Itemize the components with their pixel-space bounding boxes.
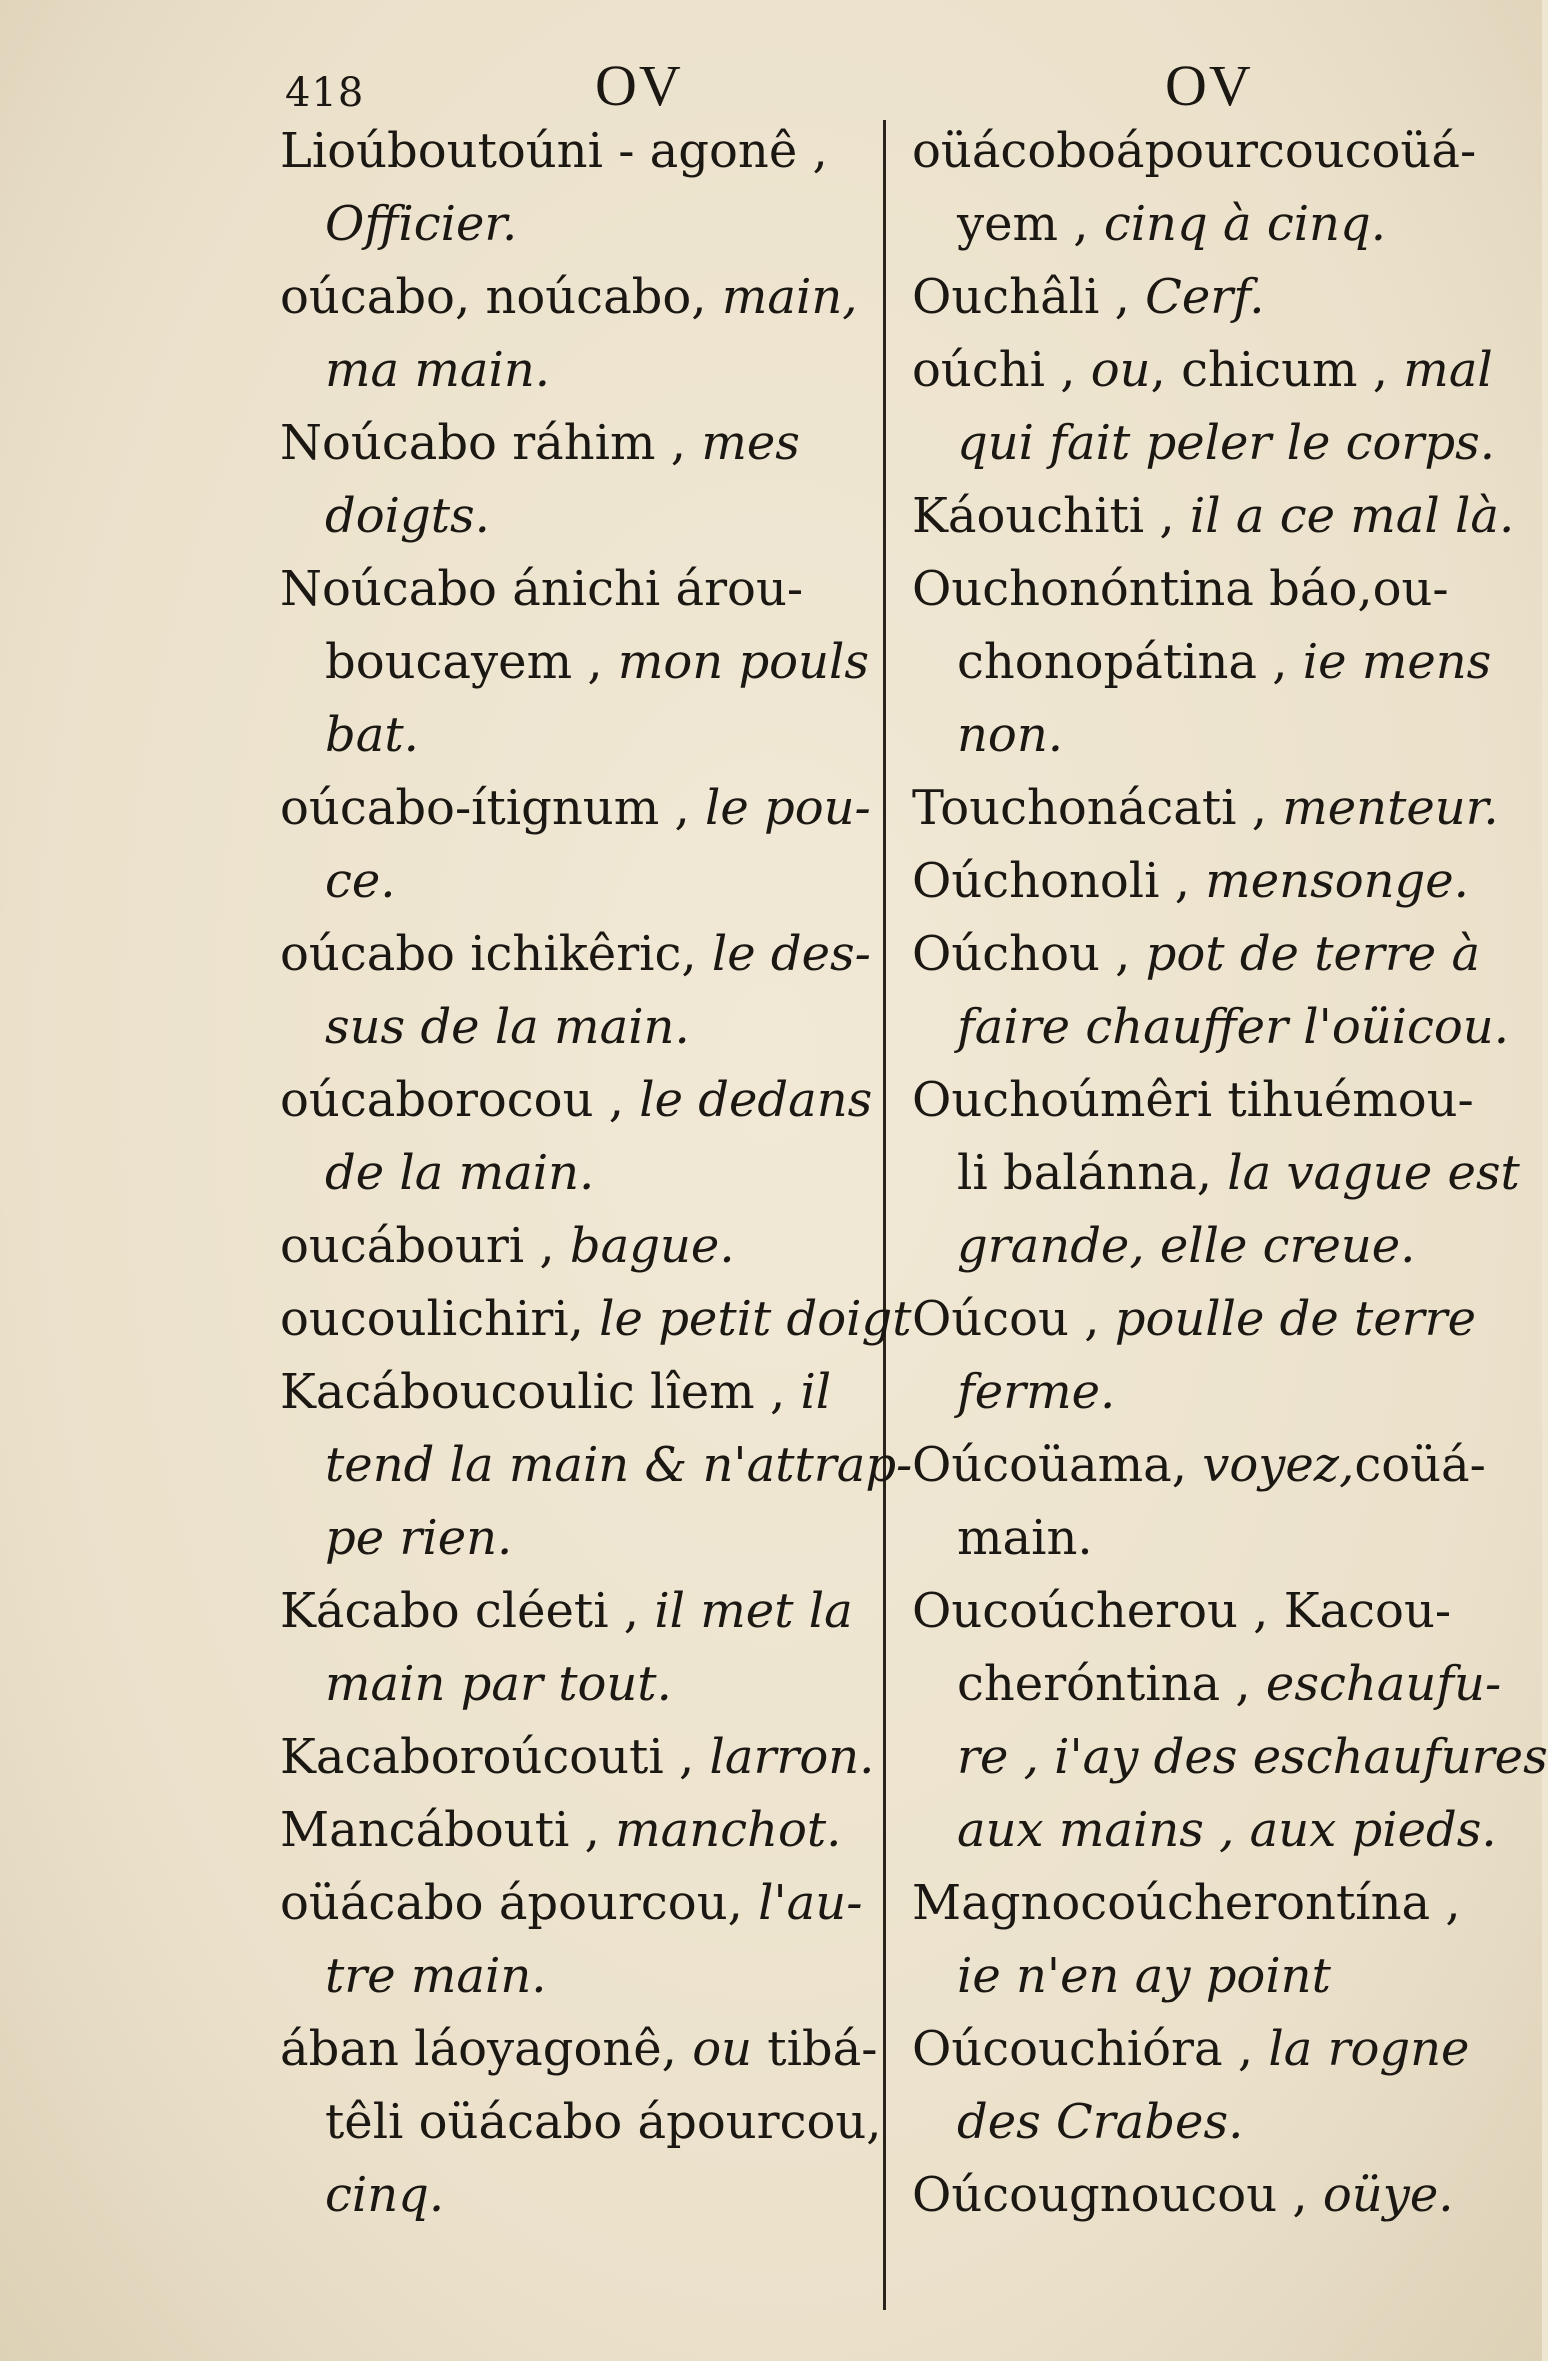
- dictionary-line: [280, 2086, 882, 2159]
- headword-text: main.: [957, 1510, 1093, 1566]
- left-column: [280, 115, 913, 2232]
- dictionary-line: [912, 480, 1515, 553]
- translation-text: mensonge.: [1205, 853, 1469, 909]
- headword-text: yem ,: [957, 196, 1104, 252]
- dictionary-line: [280, 845, 865, 918]
- headword-text: li balánna,: [957, 1145, 1228, 1201]
- dictionary-line: [912, 1137, 1520, 1210]
- dictionary-line: [912, 1575, 1487, 1648]
- headword-text: Touchonácati ,: [912, 780, 1283, 836]
- headword-text: oucoulichiri,: [280, 1291, 600, 1347]
- translation-text: Cerf.: [1145, 269, 1265, 325]
- headword-text: Kacaboroúcouti ,: [280, 1729, 710, 1785]
- dictionary-line: [280, 1210, 865, 1283]
- headword-text: Káouchiti ,: [912, 488, 1190, 544]
- dictionary-line: [912, 115, 1487, 188]
- dictionary-line: [912, 1429, 1487, 1502]
- translation-text: ou: [692, 2021, 753, 2077]
- dictionary-line: [280, 1429, 913, 1502]
- headword-text: tibá-: [752, 2021, 878, 2077]
- dictionary-line: [280, 1575, 865, 1648]
- headword-text: oúchi ,: [912, 342, 1091, 398]
- translation-text: la rogne: [1268, 2021, 1470, 2077]
- dictionary-line: [912, 2013, 1487, 2086]
- dictionary-line: [280, 1794, 865, 1867]
- dictionary-line: [280, 1137, 865, 1210]
- translation-text: doigts.: [325, 488, 490, 544]
- dictionary-line: [912, 2086, 1487, 2159]
- headword-text: Oúcougnoucou ,: [912, 2167, 1323, 2223]
- translation-text: ie n'en ay point: [957, 1948, 1331, 2004]
- headword-text: Noúcabo ráhim ,: [280, 415, 702, 471]
- dictionary-line: [280, 553, 865, 626]
- headword-text: coüá-: [1354, 1437, 1486, 1493]
- translation-text: grande, elle creue.: [957, 1218, 1416, 1274]
- translation-text: tend la main & n'attrap-: [325, 1437, 913, 1493]
- dictionary-line: [280, 1356, 865, 1429]
- translation-text: eschaufu-: [1265, 1656, 1502, 1712]
- headword-text: Oúcoüama,: [912, 1437, 1203, 1493]
- dictionary-line: [912, 1210, 1487, 1283]
- headword-text: Oúchonoli ,: [912, 853, 1206, 909]
- dictionary-line: [280, 188, 865, 261]
- headword-text: ában láoyagonê,: [280, 2021, 693, 2077]
- left-running-head: OV: [595, 53, 683, 118]
- translation-text: re , i'ay des eschaufures: [957, 1729, 1548, 1785]
- translation-text: mal: [1403, 342, 1493, 398]
- dictionary-line: [912, 1648, 1502, 1721]
- headword-text: oúcabo ichikêric,: [280, 926, 712, 982]
- headword-text: oúcabo-ítignum ,: [280, 780, 705, 836]
- column-divider: [883, 120, 886, 2310]
- translation-text: sus de la main.: [325, 999, 690, 1055]
- page-header: [0, 48, 1542, 118]
- translation-text: le petit doigt: [599, 1291, 912, 1347]
- dictionary-line: [280, 626, 869, 699]
- right-column: [912, 115, 1548, 2232]
- dictionary-line: [280, 1502, 865, 1575]
- headword-text: Ouchâli ,: [912, 269, 1146, 325]
- dictionary-line: [912, 188, 1487, 261]
- headword-text: oüácabo ápourcou,: [280, 1875, 759, 1931]
- headword-text: , chicum ,: [1150, 342, 1404, 398]
- dictionary-line: [912, 772, 1499, 845]
- dictionary-line: [280, 115, 865, 188]
- headword-text: Magnocoúcherontína ,: [912, 1875, 1461, 1931]
- translation-text: le pou-: [705, 780, 871, 836]
- headword-text: chonopátina ,: [957, 634, 1303, 690]
- dictionary-line: [912, 334, 1493, 407]
- dictionary-line: [912, 1794, 1497, 1867]
- translation-text: il a ce mal là.: [1189, 488, 1515, 544]
- translation-text: ma main.: [325, 342, 551, 398]
- dictionary-line: [912, 1502, 1487, 1575]
- translation-text: voyez,: [1202, 1437, 1355, 1493]
- translation-text: aux mains , aux pieds.: [957, 1802, 1497, 1858]
- translation-text: bat.: [325, 707, 419, 763]
- dictionary-line: [912, 845, 1487, 918]
- headword-text: Oúchou ,: [912, 926, 1146, 982]
- translation-text: le des-: [711, 926, 871, 982]
- translation-text: mes: [701, 415, 800, 471]
- translation-text: Officier.: [325, 196, 518, 252]
- dictionary-line: [280, 334, 865, 407]
- dictionary-line: [280, 2159, 865, 2232]
- dictionary-line: [912, 1064, 1487, 1137]
- dictionary-line: [912, 2159, 1487, 2232]
- headword-text: Noúcabo ánichi árou-: [280, 561, 804, 617]
- headword-text: oúcabo, noúcabo,: [280, 269, 722, 325]
- translation-text: cinq.: [325, 2167, 445, 2223]
- headword-text: Ouchonóntina báo,ou-: [912, 561, 1449, 617]
- headword-text: oucábouri ,: [280, 1218, 570, 1274]
- translation-text: main par tout.: [325, 1656, 672, 1712]
- headword-text: oüácoboápourcoucoüá-: [912, 123, 1477, 179]
- headword-text: Ouchoúmêri tihuémou-: [912, 1072, 1474, 1128]
- translation-text: l'au-: [758, 1875, 863, 1931]
- translation-text: de la main.: [325, 1145, 595, 1201]
- dictionary-line: [280, 772, 871, 845]
- headword-text: Oucoúcherou , Kacou-: [912, 1583, 1452, 1639]
- translation-text: faire chauffer l'oüicou.: [957, 999, 1509, 1055]
- translation-text: main,: [721, 269, 858, 325]
- dictionary-line: [280, 1940, 865, 2013]
- dictionary-line: [280, 699, 865, 772]
- dictionary-line: [912, 1283, 1487, 1356]
- translation-text: manchot.: [615, 1802, 842, 1858]
- dictionary-line: [912, 1721, 1548, 1794]
- dictionary-line: [912, 261, 1487, 334]
- translation-text: pe rien.: [325, 1510, 513, 1566]
- translation-text: tre main.: [325, 1948, 547, 2004]
- headword-text: Mancábouti ,: [280, 1802, 616, 1858]
- dictionary-line: [280, 1867, 865, 1940]
- dictionary-line: [280, 261, 865, 334]
- headword-text: cheróntina ,: [957, 1656, 1266, 1712]
- dictionary-line: [912, 553, 1487, 626]
- headword-text: Lioúboutoúni - agonê ,: [280, 123, 828, 179]
- translation-text: ou: [1090, 342, 1151, 398]
- translation-text: la vague est: [1227, 1145, 1520, 1201]
- translation-text: non.: [957, 707, 1063, 763]
- headword-text: têli oüácabo ápourcou,: [325, 2094, 882, 2150]
- dictionary-line: [912, 1940, 1487, 2013]
- translation-text: le dedans: [639, 1072, 873, 1128]
- translation-text: qui fait peler le corps.: [957, 415, 1495, 471]
- dictionary-line: [912, 991, 1509, 1064]
- dictionary-line: [280, 1648, 865, 1721]
- headword-text: Oúcou ,: [912, 1291, 1115, 1347]
- dictionary-line: [912, 407, 1495, 480]
- translation-text: ie mens: [1302, 634, 1492, 690]
- headword-text: oúcaborocou ,: [280, 1072, 640, 1128]
- headword-text: Kacáboucoulic lîem ,: [280, 1364, 801, 1420]
- translation-text: bague.: [569, 1218, 735, 1274]
- dictionary-line: [912, 1356, 1487, 1429]
- dictionary-line: [280, 407, 865, 480]
- translation-text: menteur.: [1282, 780, 1499, 836]
- translation-text: oüye.: [1322, 2167, 1454, 2223]
- translation-text: ce.: [325, 853, 396, 909]
- headword-text: boucayem ,: [325, 634, 618, 690]
- translation-text: poulle de terre: [1114, 1291, 1477, 1347]
- dictionary-line: [912, 626, 1492, 699]
- translation-text: ferme.: [957, 1364, 1116, 1420]
- dictionary-line: [280, 1721, 875, 1794]
- translation-text: pot de terre à: [1145, 926, 1481, 982]
- translation-text: cinq à cinq.: [1103, 196, 1386, 252]
- dictionary-line: [280, 480, 865, 553]
- dictionary-line: [280, 918, 871, 991]
- translation-text: il: [800, 1364, 832, 1420]
- headword-text: Kácabo cléeti ,: [280, 1583, 655, 1639]
- dictionary-line: [280, 1283, 912, 1356]
- right-running-head: OV: [1165, 53, 1253, 118]
- translation-text: il met la: [654, 1583, 853, 1639]
- dictionary-line: [280, 2013, 878, 2086]
- dictionary-line: [280, 991, 865, 1064]
- translation-text: larron.: [709, 1729, 875, 1785]
- page-number: 418: [285, 70, 365, 116]
- dictionary-line: [912, 1867, 1487, 1940]
- translation-text: mon pouls: [617, 634, 869, 690]
- dictionary-line: [280, 1064, 873, 1137]
- dictionary-line: [912, 699, 1487, 772]
- dictionary-line: [912, 918, 1487, 991]
- headword-text: Oúcouchióra ,: [912, 2021, 1269, 2077]
- translation-text: des Crabes.: [957, 2094, 1244, 2150]
